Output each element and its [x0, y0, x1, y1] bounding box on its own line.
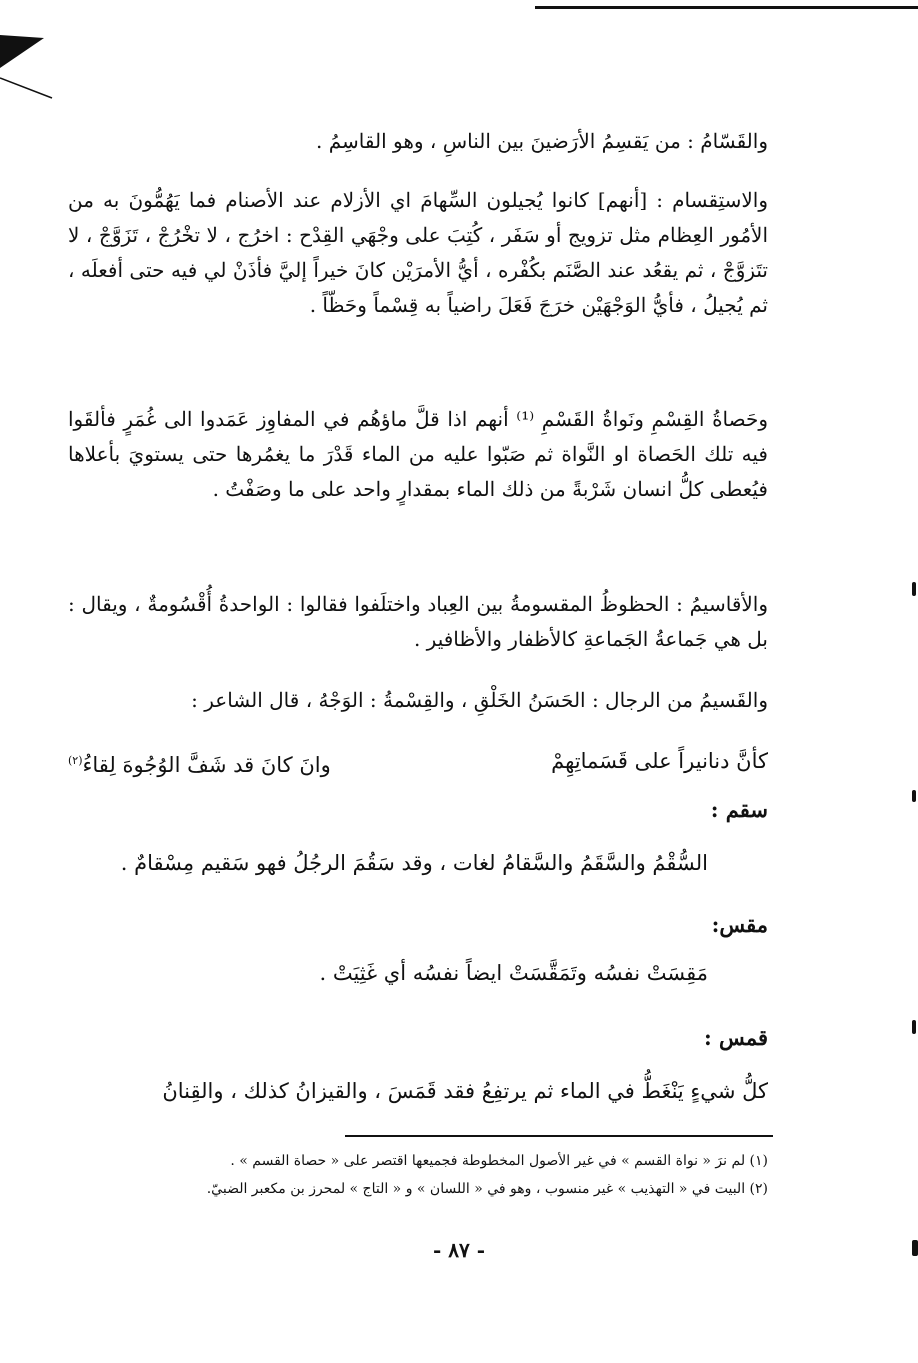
footnote-1: (١) لم نرَ « نواة القسم » في غير الأصول المخطوطة فجميعها اقتصر على « حصاة القسم » .: [230, 1153, 768, 1169]
corner-arrow-mark: [0, 0, 60, 100]
verse-hemistich-second: [68, 743, 331, 783]
margin-mark: [912, 582, 916, 596]
footnote-2: (٢) البيت في « التهذيب » غير منسوب ، وهو في « اللسان » و « التاج » لمحرز بن مكعبر الضبيّ.: [206, 1181, 768, 1197]
footnote-separator: [345, 1135, 773, 1137]
footnote-ref-2: (٢): [68, 754, 83, 767]
verse-hemistich-second-text: وانَ كانَ قد شَفَّ الوُجُوهَ لِقاءُ: [82, 753, 331, 777]
entry-text-qams: كلُّ شيءٍ يَنْغَطُّ في الماء ثم يرتفِعُ فقد قَمَسَ ، والقيزانُ كذلك ، والقِنانُ: [162, 1079, 768, 1103]
margin-mark: [912, 1020, 916, 1034]
poem-verse: [68, 743, 768, 779]
top-rule: [535, 6, 918, 9]
paragraph-istiqsam: والاستِقسام : [أنهم] كانوا يُجيلون السِّهامَ اي الأزلام عند الأصنام فما يَهُمُّونَ به من الأمُور العِظام مثل تزويج أو سَفَر ، كُتِبَ على وجْهَي القِدْح : اخرُج ، لا تخْرُجْ ، تَزَوَّجْ ، لا تتَزوَّجْ ، ثم يقعُد عند الصَّنَم بكُفْره ، أيُّ الأمرَيْن كانَ خيراً إليَّ فأذَنْ لي فيه حتى أفعلَه ، ثم يُجيلُ ، فأيُّ الوَجْهَيْن خرَجَ فَعَلَ راضياً به قِسْماً وحَظّاً .: [68, 188, 768, 317]
paragraph-qassam: والقَسّامُ : من يَقسِمُ الأرَضينَ بين الناسِ ، وهو القاسِمُ .: [316, 129, 768, 153]
page-number: - ٨٧ -: [432, 1238, 485, 1262]
paragraph-qasim: والقَسيمُ من الرجال : الحَسَنُ الخَلْقِ ، والقِسْمةُ : الوَجْهُ ، قال الشاعر :: [191, 688, 768, 712]
entry-heading-saqm: سقم :: [710, 797, 768, 822]
entry-heading-maqs: مقس:: [711, 912, 768, 937]
entry-text-saqm: السُّقْمُ والسَّقَمُ والسَّقامُ لغات ، وقد سَقُمَ الرجُلُ فهو سَقيم مِسْقامٌ .: [120, 851, 708, 875]
entry-text-maqs: مَقِسَتْ نفسُه وتَمَقَّسَتْ ايضاً نفسُه أي غَثِيَتْ .: [319, 961, 708, 985]
margin-mark: [912, 790, 916, 802]
paragraph-hasat-al-qism: وحَصاةُ القِسْمِ ونَواةُ القَسْمِ ⁽¹⁾ أنهم اذا قلَّ ماؤهُم في المفاوِز عَمَدوا الى غُمَرٍ فألقَوا فيه تلك الحَصاة او النَّواة ثم صَبّوا عليه من الماء قَدْرَ ما يغمُرها حتى يستويَ بأعلاها فيُعطى كلُّ انسان شَرْبةً من ذلك الماء بمقدارٍ واحد على ما وصَفْتُ .: [68, 407, 769, 501]
entry-heading-qams: قمس :: [703, 1025, 768, 1050]
paragraph-aqasim: والأقاسيمُ : الحظوظُ المقسومةُ بين العِباد واختلَفوا فقالوا : الواحدةُ أُقْسُومةٌ ، ويقال : بل هي جَماعةُ الجَماعةِ كالأظفار والأظافير .: [68, 592, 768, 651]
verse-hemistich-first: كأنَّ دنانيراً على قَسَماتِهِمْ: [551, 749, 768, 773]
